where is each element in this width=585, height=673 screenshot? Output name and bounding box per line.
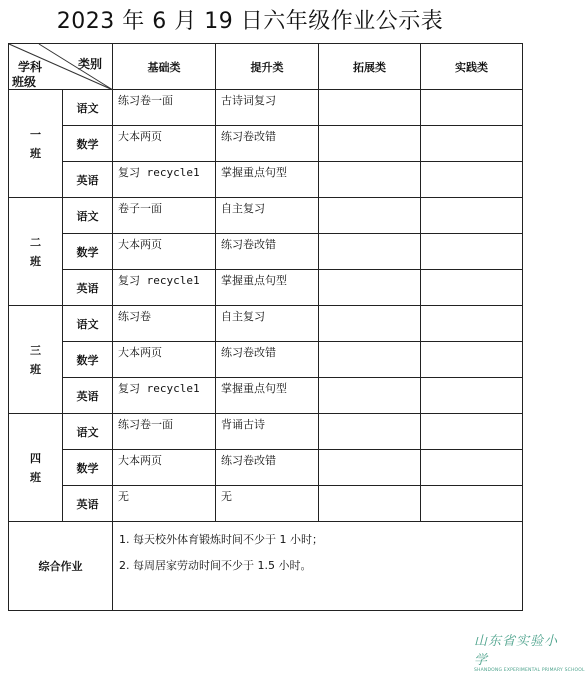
basic-homework-cell: 大本两页 (113, 234, 216, 270)
subject-cell: 语文 (63, 306, 113, 342)
practice-homework-cell (421, 90, 523, 126)
extend-homework-cell (319, 306, 421, 342)
column-header-practice: 实践类 (421, 44, 523, 90)
improve-homework-cell: 练习卷改错 (216, 126, 319, 162)
homework-table-body (9, 44, 523, 611)
subject-cell: 数学 (63, 342, 113, 378)
column-header-improve: 提升类 (216, 44, 319, 90)
class-name-cell: 三 班 (9, 306, 63, 414)
summary-line: 2. 每周居家劳动时间不少于 1.5 小时。 (119, 559, 312, 572)
category-header-label: 类别 (77, 57, 102, 71)
improve-homework-cell: 练习卷改错 (216, 342, 319, 378)
practice-homework-cell (421, 486, 523, 522)
extend-homework-cell (319, 162, 421, 198)
improve-homework-cell: 自主复习 (216, 306, 319, 342)
subject-cell: 数学 (63, 450, 113, 486)
table-row (9, 162, 523, 198)
class-header-label: 班级 (12, 75, 37, 89)
homework-table (8, 43, 523, 611)
subject-cell: 语文 (63, 90, 113, 126)
subject-cell: 语文 (63, 198, 113, 234)
table-row (9, 198, 523, 234)
extend-homework-cell (319, 414, 421, 450)
school-logo-chinese: 山东省实验小学 (474, 634, 559, 668)
class-name-cell: 二 班 (9, 198, 63, 306)
improve-homework-cell: 练习卷改错 (216, 234, 319, 270)
table-row (9, 306, 523, 342)
basic-homework-cell: 大本两页 (113, 450, 216, 486)
summary-line: 1. 每天校外体育锻炼时间不少于 1 小时； (119, 533, 323, 546)
table-row (9, 450, 523, 486)
table-row (9, 342, 523, 378)
subject-header-label: 学科 (18, 60, 43, 74)
extend-homework-cell (319, 270, 421, 306)
improve-homework-cell: 练习卷改错 (216, 450, 319, 486)
extend-homework-cell (319, 378, 421, 414)
basic-homework-cell: 练习卷一面 (113, 414, 216, 450)
basic-homework-cell: 复习 recycle1 (113, 162, 216, 198)
extend-homework-cell (319, 198, 421, 234)
header-row (9, 44, 523, 90)
practice-homework-cell (421, 270, 523, 306)
improve-homework-cell: 掌握重点句型 (216, 378, 319, 414)
corner-header-cell (9, 44, 113, 90)
subject-cell: 英语 (63, 378, 113, 414)
practice-homework-cell (421, 126, 523, 162)
extend-homework-cell (319, 234, 421, 270)
subject-cell: 数学 (63, 126, 113, 162)
column-header-extend: 拓展类 (319, 44, 421, 90)
practice-homework-cell (421, 162, 523, 198)
summary-content (113, 522, 523, 611)
basic-homework-cell: 卷子一面 (113, 198, 216, 234)
basic-homework-cell: 复习 recycle1 (113, 378, 216, 414)
table-row (9, 126, 523, 162)
table-row (9, 270, 523, 306)
extend-homework-cell (319, 90, 421, 126)
basic-homework-cell: 大本两页 (113, 126, 216, 162)
subject-cell: 英语 (63, 486, 113, 522)
table-row (9, 234, 523, 270)
class-name-cell: 四 班 (9, 414, 63, 522)
subject-cell: 数学 (63, 234, 113, 270)
practice-homework-cell (421, 198, 523, 234)
subject-cell: 语文 (63, 414, 113, 450)
extend-homework-cell (319, 486, 421, 522)
class-name-cell: 一 班 (9, 90, 63, 198)
school-logo-english: SHANDONG EXPERIMENTAL PRIMARY SCHOOL (474, 668, 585, 673)
table-row (9, 414, 523, 450)
extend-homework-cell (319, 450, 421, 486)
improve-homework-cell: 古诗词复习 (216, 90, 319, 126)
improve-homework-cell: 无 (216, 486, 319, 522)
table-row (9, 486, 523, 522)
practice-homework-cell (421, 450, 523, 486)
summary-row (9, 522, 523, 611)
table-row (9, 90, 523, 126)
summary-label: 综合作业 (9, 522, 113, 611)
improve-homework-cell: 掌握重点句型 (216, 270, 319, 306)
subject-cell: 英语 (63, 162, 113, 198)
extend-homework-cell (319, 342, 421, 378)
basic-homework-cell: 练习卷 (113, 306, 216, 342)
improve-homework-cell: 背诵古诗 (216, 414, 319, 450)
practice-homework-cell (421, 414, 523, 450)
basic-homework-cell: 无 (113, 486, 216, 522)
page-title: 2023 年 6 月 19 日六年级作业公示表 (56, 9, 444, 34)
column-header-basic: 基础类 (113, 44, 216, 90)
school-logo (474, 630, 585, 673)
basic-homework-cell: 练习卷一面 (113, 90, 216, 126)
subject-cell: 英语 (63, 270, 113, 306)
practice-homework-cell (421, 234, 523, 270)
extend-homework-cell (319, 126, 421, 162)
improve-homework-cell: 掌握重点句型 (216, 162, 319, 198)
practice-homework-cell (421, 306, 523, 342)
basic-homework-cell: 复习 recycle1 (113, 270, 216, 306)
practice-homework-cell (421, 342, 523, 378)
table-row (9, 378, 523, 414)
practice-homework-cell (421, 378, 523, 414)
improve-homework-cell: 自主复习 (216, 198, 319, 234)
basic-homework-cell: 大本两页 (113, 342, 216, 378)
